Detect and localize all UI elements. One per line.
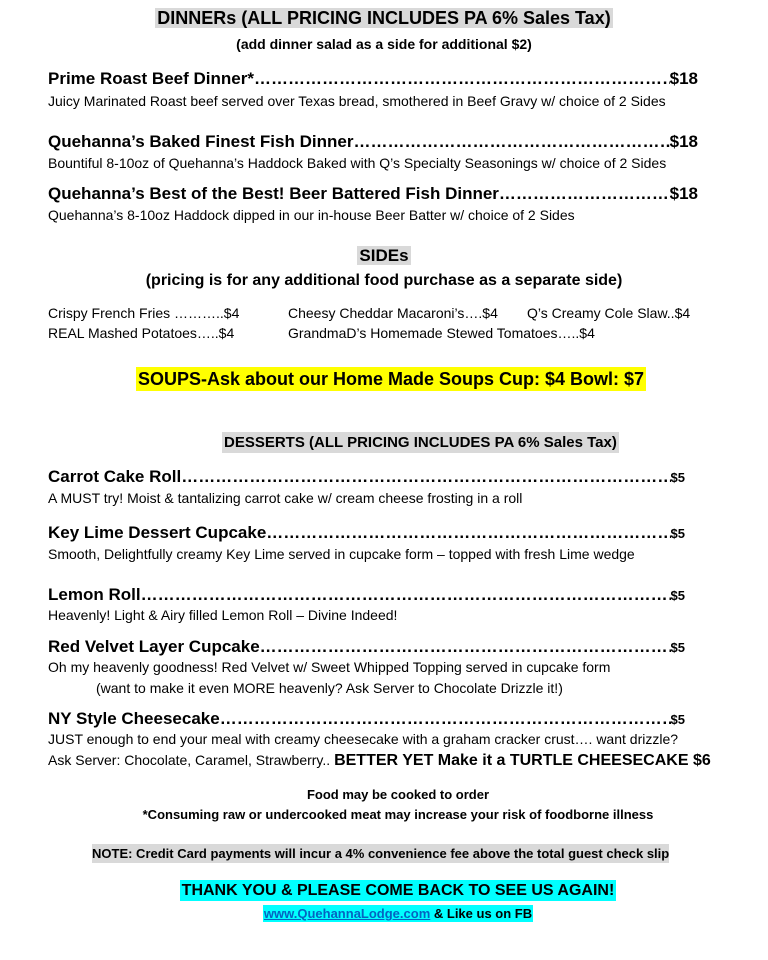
dessert-item-price: $5 — [670, 470, 685, 485]
dinner-item-desc: Quehanna’s 8-10oz Haddock dipped in our in-house Beer Batter w/ choice of 2 Sides — [48, 207, 575, 223]
dinner-item-desc: Juicy Marinated Roast beef served over Texas bread, smothered in Beef Gravy w/ choice of 2 Sides — [48, 93, 666, 109]
credit-card-note-wrap — [92, 845, 669, 863]
leader-dots — [353, 132, 669, 152]
dessert-item-name: NY Style Cheesecake — [48, 709, 220, 728]
leader-dots — [260, 637, 671, 659]
desserts-heading-wrap — [222, 434, 619, 452]
thanks-wrap — [0, 882, 768, 900]
dessert-item-price: $5 — [670, 588, 685, 603]
dessert-item-desc: JUST enough to end your meal with creamy cheesecake with a graham cracker crust…. want drizzle? — [48, 731, 679, 747]
dinner-item-name: Quehanna’s Baked Finest Fish Dinner — [48, 132, 354, 151]
side-item-macaroni: Cheesy Cheddar Macaroni’s….$4 — [288, 305, 498, 321]
leader-dots — [254, 69, 670, 89]
dinner-item-roast-beef — [48, 69, 698, 89]
dinner-item-price: $18 — [669, 132, 698, 151]
dessert-item-name: Key Lime Dessert Cupcake — [48, 523, 267, 542]
dessert-item-desc-line2 — [48, 752, 711, 770]
dessert-item-lemon-roll — [48, 585, 685, 607]
dessert-item-ny-cheesecake — [48, 709, 685, 731]
dessert-item-name: Carrot Cake Roll — [48, 467, 182, 486]
dinner-item-name: Quehanna’s Best of the Best! Beer Battered Fish Dinner — [48, 184, 499, 203]
drizzle-options: Ask Server: Chocolate, Caramel, Strawberry.. — [48, 752, 331, 768]
dessert-item-name: Red Velvet Layer Cupcake — [48, 637, 260, 656]
dinner-item-price: $18 — [669, 184, 698, 203]
dinner-item-desc: Bountiful 8-10oz of Quehanna’s Haddock Baked with Q’s Specialty Seasonings w/ choice of 2 Sides — [48, 155, 667, 171]
side-item-fries: Crispy French Fries ………..$4 — [48, 305, 240, 321]
leader-dots — [266, 523, 670, 545]
dessert-item-desc-note: (want to make it even MORE heavenly? Ask Server to Chocolate Drizzle it!) — [96, 680, 563, 696]
website-link[interactable]: www.QuehannaLodge.com — [263, 906, 431, 921]
dinners-heading-wrap — [0, 8, 768, 29]
website-line-wrap — [0, 905, 768, 923]
sides-heading: SIDEs — [359, 246, 409, 265]
website-line — [263, 905, 533, 922]
dessert-item-price: $5 — [670, 526, 685, 541]
social-text: & Like us on FB — [430, 906, 533, 921]
leader-dots — [181, 467, 670, 489]
dinners-heading: DINNERs (ALL PRICING INCLUDES PA 6% Sales Tax) — [157, 8, 611, 28]
turtle-cheesecake-upsell: BETTER YET Make it a TURTLE CHEESECAKE $6 — [334, 752, 711, 769]
thank-you-message: THANK YOU & PLEASE COME BACK TO SEE US AGAIN! — [181, 882, 615, 899]
credit-card-note: NOTE: Credit Card payments will incur a 4% convenience fee above the total guest check slip — [92, 846, 670, 861]
soups-banner-wrap — [136, 369, 646, 390]
dessert-item-price: $5 — [670, 640, 685, 655]
leader-dots — [499, 184, 670, 204]
sides-heading-wrap — [0, 246, 768, 266]
leader-dots — [220, 709, 671, 731]
dinner-item-baked-fish — [48, 132, 698, 152]
dessert-item-name: Lemon Roll — [48, 585, 141, 604]
dessert-item-desc: Smooth, Delightfully creamy Key Lime served in cupcake form – topped with fresh Lime wedge — [48, 546, 635, 562]
dessert-item-key-lime — [48, 523, 685, 545]
dessert-item-desc: A MUST try! Moist & tantalizing carrot cake w/ cream cheese frosting in a roll — [48, 490, 523, 506]
dessert-item-red-velvet — [48, 637, 685, 659]
dessert-item-carrot-cake — [48, 467, 685, 489]
desserts-heading: DESSERTS (ALL PRICING INCLUDES PA 6% Sales Tax) — [224, 434, 617, 451]
side-item-cole-slaw: Q’s Creamy Cole Slaw..$4 — [527, 305, 691, 321]
dessert-item-desc: Oh my heavenly goodness! Red Velvet w/ Sweet Whipped Topping served in cupcake form — [48, 659, 611, 675]
foodborne-illness-warning: *Consuming raw or undercooked meat may increase your risk of foodborne illness — [142, 807, 654, 822]
side-item-stewed-tomatoes: GrandmaD’s Homemade Stewed Tomatoes…..$4 — [288, 325, 595, 341]
dessert-item-desc: Heavenly! Light & Airy filled Lemon Roll – Divine Indeed! — [48, 607, 398, 623]
dinner-item-beer-battered-fish — [48, 184, 698, 204]
cooked-to-order-note: Food may be cooked to order — [306, 787, 490, 802]
dinner-item-name: Prime Roast Beef Dinner* — [48, 69, 254, 88]
dinner-item-price: $18 — [669, 69, 698, 88]
dessert-item-price: $5 — [670, 712, 685, 727]
dinners-subheading: (add dinner salad as a side for additional $2) — [236, 36, 532, 52]
soups-banner: SOUPS-Ask about our Home Made Soups Cup: $4 Bowl: $7 — [138, 369, 645, 389]
side-item-mashed-potatoes: REAL Mashed Potatoes…..$4 — [48, 325, 235, 341]
sides-subheading: (pricing is for any additional food purchase as a separate side) — [145, 272, 623, 289]
leader-dots — [141, 585, 671, 607]
